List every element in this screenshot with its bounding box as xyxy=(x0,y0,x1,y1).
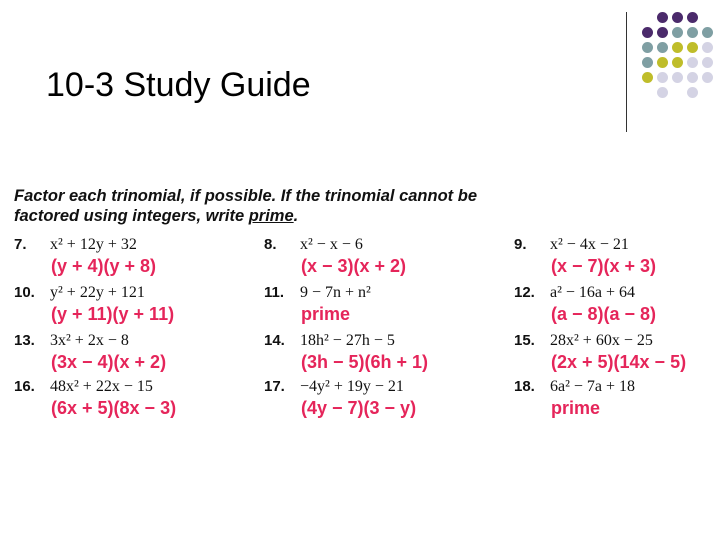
problem-expression: y² + 22y + 121 xyxy=(50,284,145,301)
problem-9 xyxy=(514,234,720,277)
problem-answer: (x − 3)(x + 2) xyxy=(301,256,407,276)
problem-answer: (2x + 5)(14x − 5) xyxy=(551,352,687,372)
problem-12 xyxy=(514,282,720,325)
decor-dot xyxy=(687,57,698,68)
decor-dot xyxy=(642,72,653,83)
decor-dot xyxy=(672,27,683,38)
problem-7 xyxy=(14,234,254,277)
decor-dot xyxy=(657,42,668,53)
decor-dot xyxy=(687,72,698,83)
problem-number: 12. xyxy=(514,284,535,301)
problem-11 xyxy=(264,282,504,325)
instructions-line-2-prefix: factored using integers, write xyxy=(14,207,249,225)
problem-expression: x² + 12y + 32 xyxy=(50,236,137,253)
problem-number: 10. xyxy=(14,284,35,301)
problem-expression: 3x² + 2x − 8 xyxy=(50,332,129,349)
problem-number: 17. xyxy=(264,378,285,395)
problem-8 xyxy=(264,234,504,277)
problem-18 xyxy=(514,376,720,419)
instructions xyxy=(14,186,477,226)
problem-number: 11. xyxy=(264,284,285,301)
decor-dot xyxy=(672,12,683,23)
instructions-keyword: prime xyxy=(248,207,294,225)
problem-expression: x² − 4x − 21 xyxy=(550,236,629,253)
decor-dot xyxy=(672,42,683,53)
decor-dot xyxy=(687,27,698,38)
problem-expression: a² − 16a + 64 xyxy=(550,284,636,301)
instructions-line-1: Factor each trinomial, if possible. If the trinomial cannot be xyxy=(14,187,477,205)
problem-expression: x² − x − 6 xyxy=(300,236,363,253)
problem-13 xyxy=(14,330,254,373)
problem-expression: 9 − 7n + n² xyxy=(300,284,371,301)
problem-answer: (4y − 7)(3 − y) xyxy=(301,398,417,418)
decor-dot xyxy=(657,27,668,38)
decor-dot xyxy=(702,72,713,83)
problem-expression: −4y² + 19y − 21 xyxy=(300,378,404,395)
problem-number: 14. xyxy=(264,332,285,349)
decor-dot xyxy=(702,42,713,53)
problem-answer: prime xyxy=(301,304,351,324)
decor-dot xyxy=(657,87,668,98)
problem-17 xyxy=(264,376,504,419)
instructions-line-2 xyxy=(14,206,477,226)
decor-dot xyxy=(642,27,653,38)
decor-dot xyxy=(687,42,698,53)
problem-answer: (y + 4)(y + 8) xyxy=(51,256,157,276)
problem-expression: 18h² − 27h − 5 xyxy=(300,332,395,349)
problem-answer: (3x − 4)(x + 2) xyxy=(51,352,167,372)
problem-number: 15. xyxy=(514,332,535,349)
decor-dot xyxy=(657,12,668,23)
problem-number: 18. xyxy=(514,378,535,395)
study-guide-scan xyxy=(8,180,720,420)
decor-dot xyxy=(642,57,653,68)
problem-answer: (x − 7)(x + 3) xyxy=(551,256,657,276)
problem-answer: prime xyxy=(551,398,601,418)
decor-dot xyxy=(687,12,698,23)
decor-dot xyxy=(657,72,668,83)
problem-answer: (3h − 5)(6h + 1) xyxy=(301,352,429,372)
problem-number: 13. xyxy=(14,332,35,349)
problem-expression: 28x² + 60x − 25 xyxy=(550,332,653,349)
problem-answer: (6x + 5)(8x − 3) xyxy=(51,398,177,418)
problem-16 xyxy=(14,376,254,419)
decor-dot xyxy=(702,27,713,38)
decor-dot xyxy=(672,72,683,83)
title-divider-line xyxy=(626,12,627,132)
problem-answer: (y + 11)(y + 11) xyxy=(51,304,175,324)
decor-dot xyxy=(657,57,668,68)
decor-dot xyxy=(702,57,713,68)
decor-dot xyxy=(672,57,683,68)
problem-number: 9. xyxy=(514,236,527,253)
decor-dot xyxy=(687,87,698,98)
instructions-line-2-suffix: . xyxy=(293,207,299,225)
problem-expression: 48x² + 22x − 15 xyxy=(50,378,153,395)
problem-14 xyxy=(264,330,504,373)
problem-number: 7. xyxy=(14,236,27,253)
problem-number: 8. xyxy=(264,236,277,253)
problem-10 xyxy=(14,282,254,325)
problem-answer: (a − 8)(a − 8) xyxy=(551,304,657,324)
slide-title: 10-3 Study Guide xyxy=(46,66,311,104)
problem-number: 16. xyxy=(14,378,35,395)
problem-15 xyxy=(514,330,720,373)
problem-expression: 6a² − 7a + 18 xyxy=(550,378,636,395)
decor-dot xyxy=(642,42,653,53)
